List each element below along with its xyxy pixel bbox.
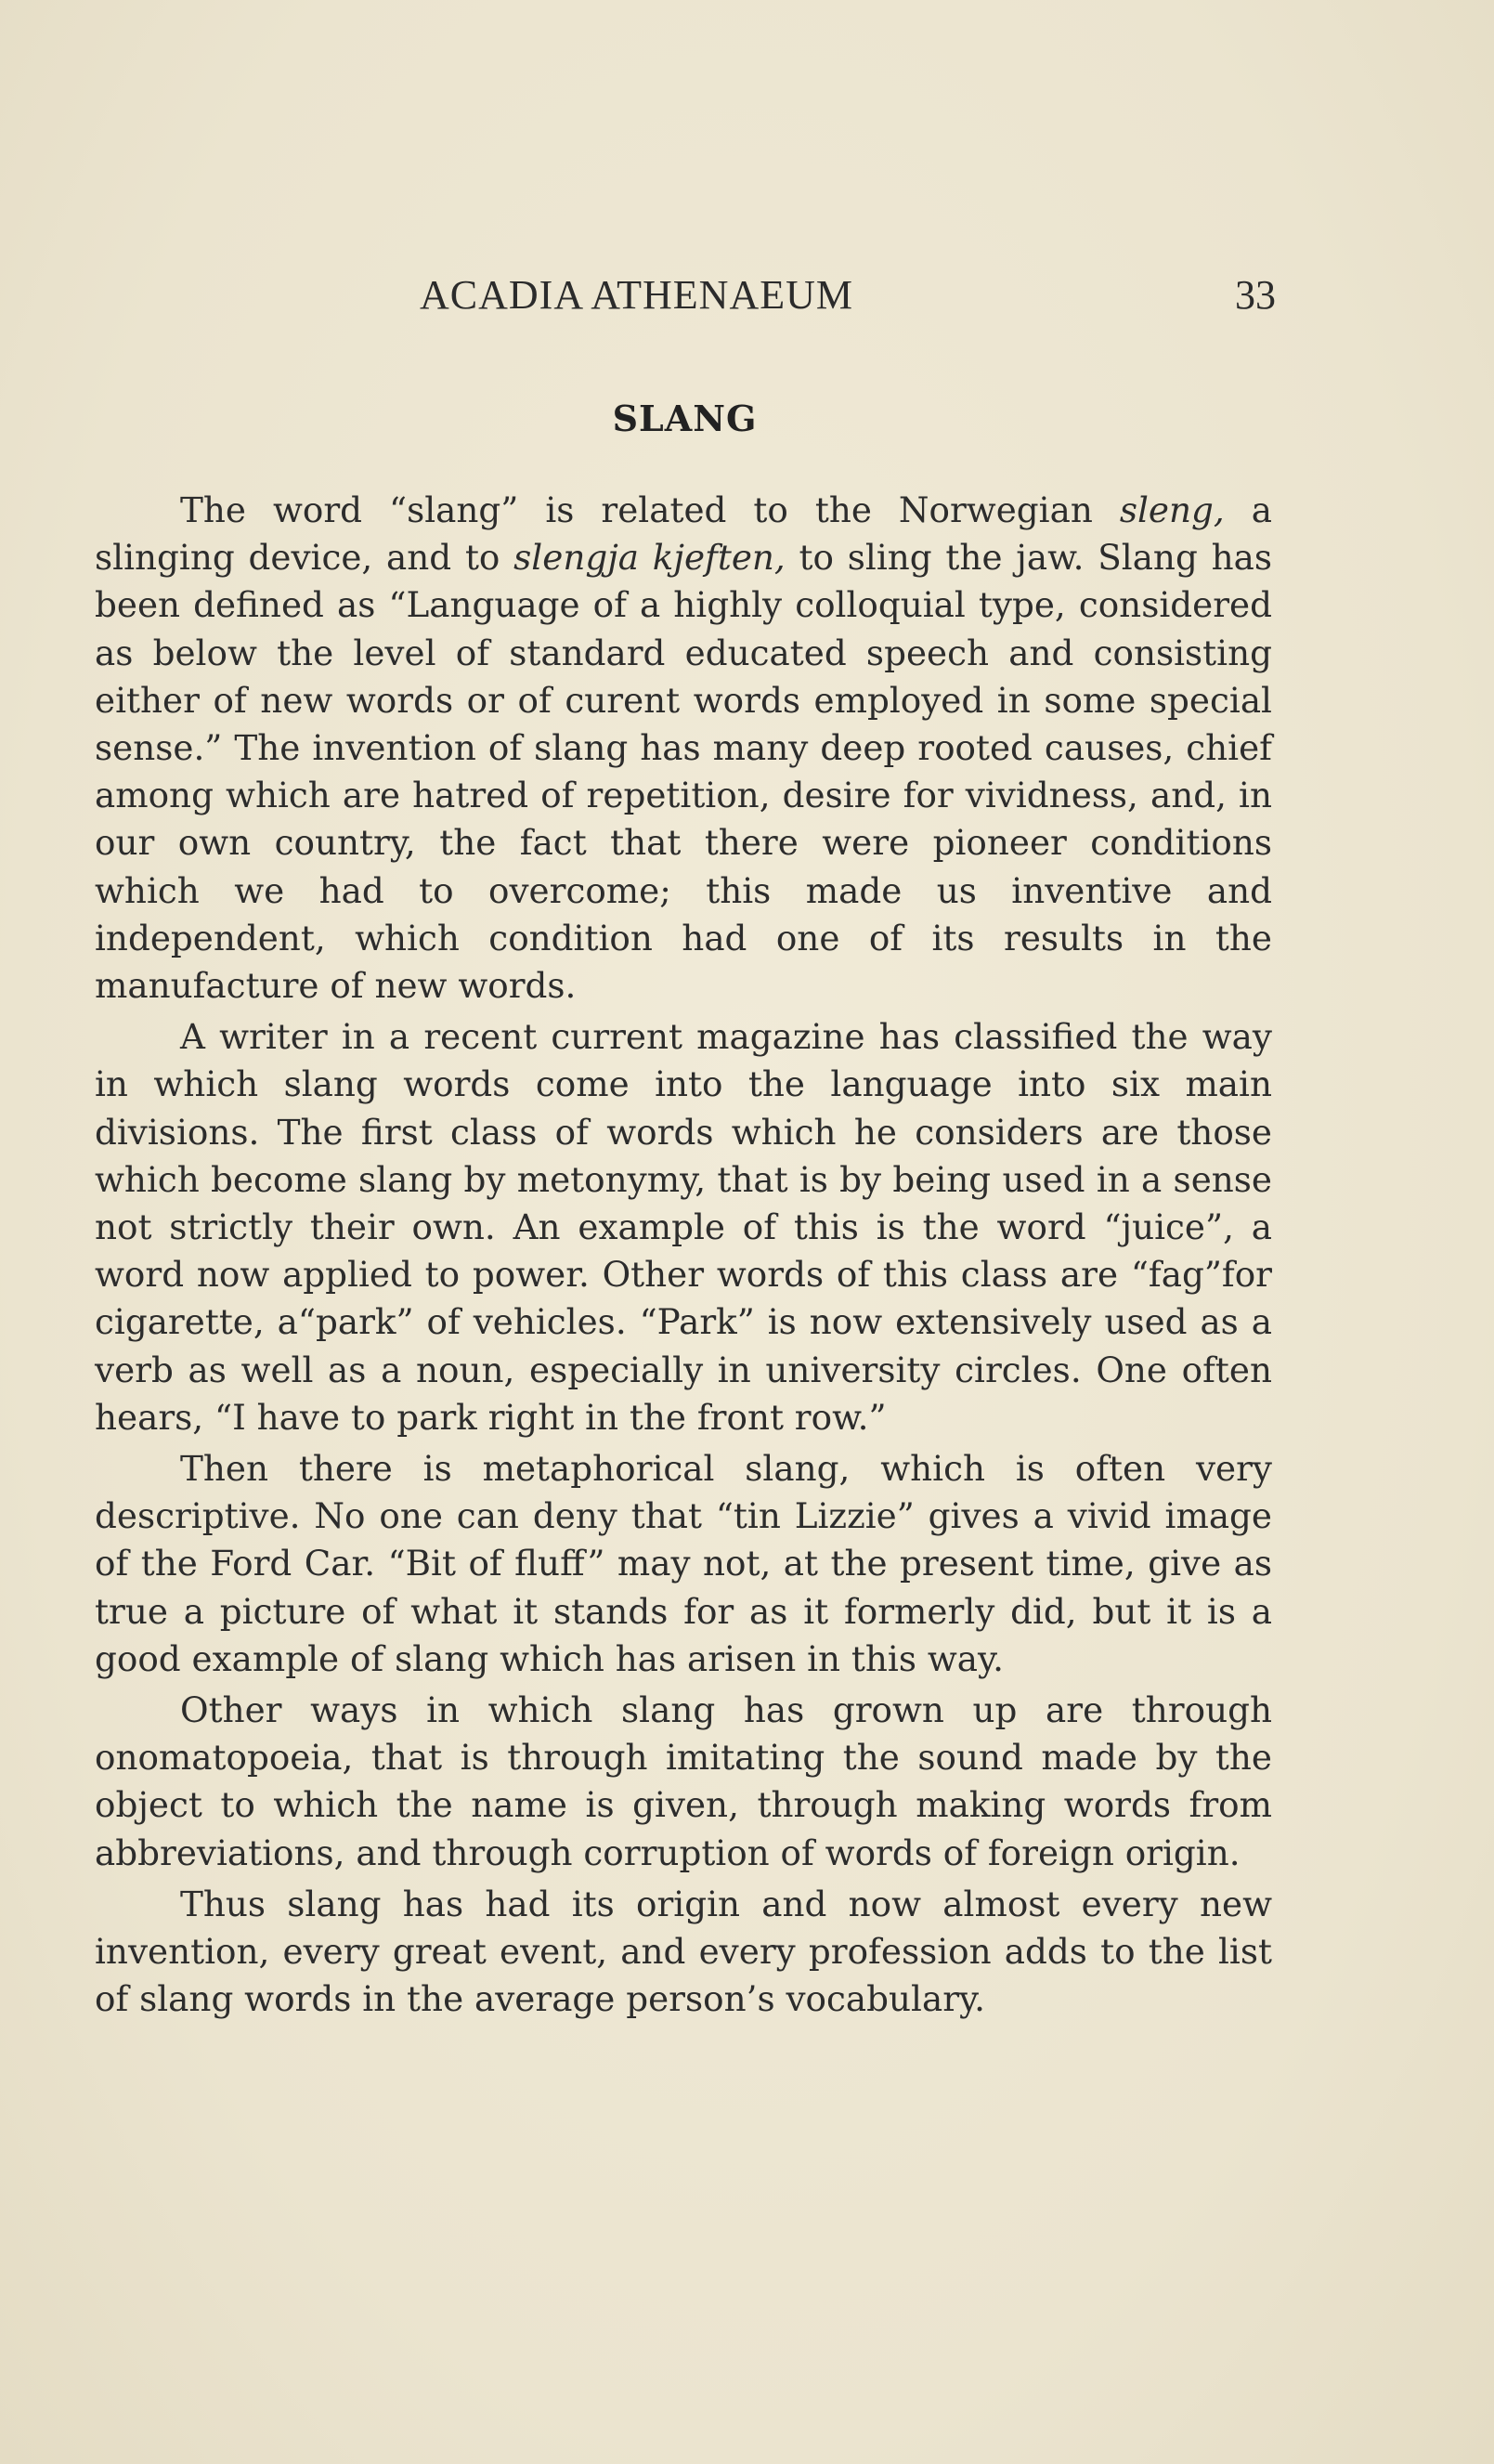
italic-term: slengja kjeften, [513,537,786,579]
paragraph-text: a slinging device, and to [95,489,1272,579]
article-title: SLANG [612,398,758,439]
paragraph-text: A writer in a recent current magazine has classified the way in which slang words come into the language into six main divisions. The first class of words which he considers are those which become slang by metonymy, that is by being used in a sense not strictly their own. An example of this is the word “juice”, a word now applied to power. Other words of this class are “fag”for cigarette, a“park” of vehicles. “Park” is now extensively used as a verb as well as a noun, especially in university circles. One often hears, “I have to park right in the front row.” [95,1016,1272,1438]
paragraph [95,1445,1272,1683]
paragraph-text: Thus slang has had its origin and now almost every new invention, every great event, and every profession adds to the list of slang words in the average person’s vocabulary. [95,1883,1272,2020]
paragraph-text: to sling the jaw. Slang has been defined as “Language of a highly colloquial type, considered as below the level of standard educated speech and consisting either of new words or of curent words employed in some special sense.” The invention of slang has many deep rooted causes, chief among which are hatred of repetition, desire for vividness, and, in our own country, the fact that there were pioneer conditions which we had to overcome; this made us inventive and independent, which condition had one of its results in the manufacture of new words. [95,537,1273,1007]
paragraph [95,1881,1272,2024]
paragraph-text: The word “slang” is related to the Norwegian [180,489,1120,530]
running-head [0,271,1494,327]
page-number: 33 [1235,272,1276,318]
paragraph [95,487,1272,1010]
paragraph-text: Then there is metaphorical slang, which is often very descriptive. No one can deny that “tin Lizzie” gives a vivid image of the Ford Car. “Bit of fluff” may not, at the present time, give as true a picture of what it stands for as it formerly did, but it is a good example of slang which has arisen in this way. [95,1448,1272,1679]
italic-term: sleng, [1119,489,1225,530]
paragraph [95,1687,1272,1877]
article-body [95,487,1272,2027]
paragraph-text: Other ways in which slang has grown up are through onomatopoeia, that is through imitating the sound made by the object to which the name is given, through making words from abbreviations, and through corruption of words of foreign origin. [95,1689,1272,1873]
journal-title: ACADIA ATHENAEUM [420,272,853,318]
paragraph [95,1013,1272,1441]
